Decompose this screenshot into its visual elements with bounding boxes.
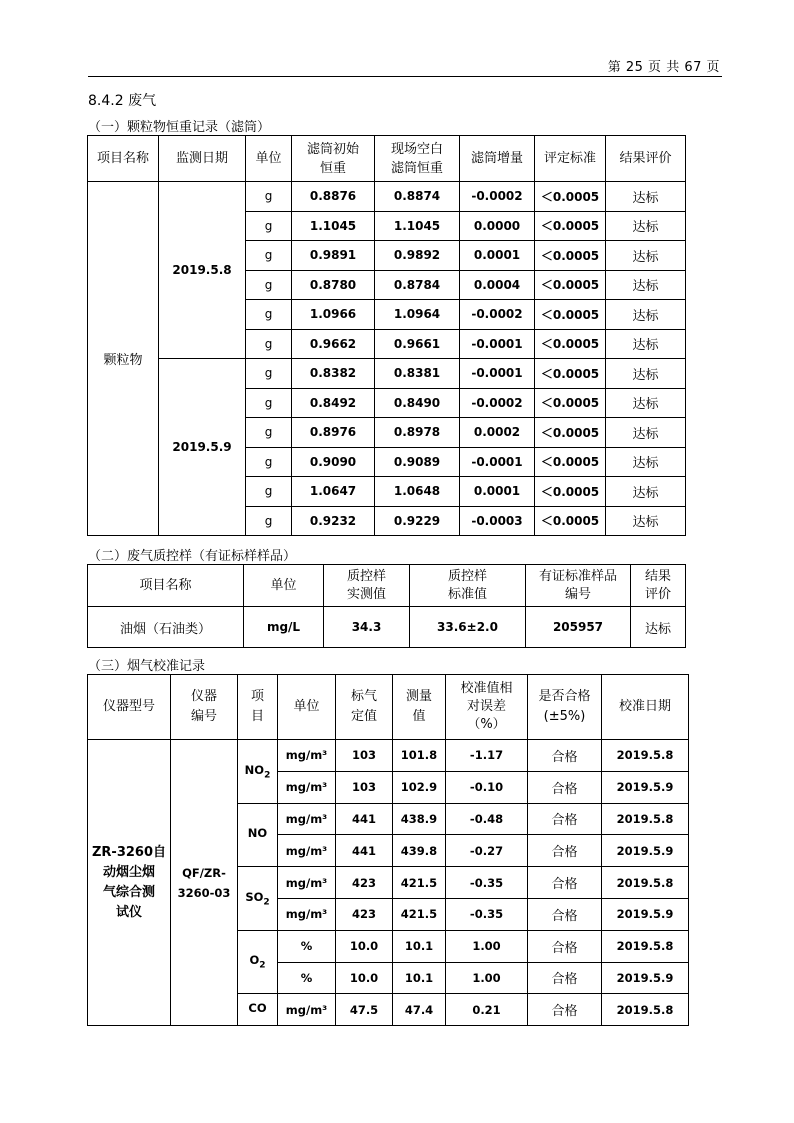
standard-cell: ＜0.0005 — [535, 418, 606, 448]
qualified-cell: 合格 — [528, 740, 602, 772]
sample-number-cell: 205957 — [526, 607, 631, 648]
standard-cell: ＜0.0005 — [535, 506, 606, 536]
gas-item-name: NO — [244, 762, 265, 777]
result-cell: 达标 — [606, 359, 686, 389]
blank-weight-cell: 0.8978 — [375, 418, 460, 448]
unit-cell: g — [246, 477, 292, 507]
std-gas-value-cell: 10.0 — [336, 962, 393, 994]
qualified-cell: 合格 — [528, 867, 602, 899]
qualified-cell: 合格 — [528, 835, 602, 867]
standard-value-cell: 33.6±2.0 — [410, 607, 526, 648]
increment-cell: 0.0002 — [460, 418, 535, 448]
calibration-date-cell: 2019.5.9 — [602, 962, 689, 994]
blank-weight-cell: 0.8874 — [375, 182, 460, 212]
page-header — [88, 56, 722, 77]
blank-weight-cell: 0.8784 — [375, 270, 460, 300]
header-cell: 质控样 实测值 — [324, 565, 410, 607]
project-name-cell: 油烟（石油类） — [88, 607, 244, 648]
blank-weight-cell: 1.0648 — [375, 477, 460, 507]
initial-weight-cell: 0.8976 — [292, 418, 375, 448]
measured-value-cell: 421.5 — [393, 898, 446, 930]
unit-cell: mg/L — [244, 607, 324, 648]
header-cell: 单位 — [278, 675, 336, 740]
result-cell: 达标 — [606, 182, 686, 212]
standard-cell: ＜0.0005 — [535, 359, 606, 389]
gas-item-name: NO — [247, 826, 268, 841]
unit-cell: g — [246, 418, 292, 448]
increment-cell: -0.0002 — [460, 300, 535, 330]
initial-weight-cell: 0.9891 — [292, 241, 375, 271]
header-cell: 有证标准样品 编号 — [526, 565, 631, 607]
unit-cell: g — [246, 300, 292, 330]
gas-item-name: CO — [248, 1001, 267, 1016]
blank-weight-cell: 0.9892 — [375, 241, 460, 271]
unit-cell: mg/m³ — [278, 867, 336, 899]
std-gas-value-cell: 423 — [336, 898, 393, 930]
date-cell: 2019.5.9 — [159, 359, 246, 536]
std-gas-value-cell: 423 — [336, 867, 393, 899]
header-cell: 结果 评价 — [631, 565, 686, 607]
subsection-title-3: （三）烟气校准记录 — [88, 659, 206, 674]
section-title: 8.4.2 废气 — [88, 93, 157, 109]
blank-weight-cell: 0.9661 — [375, 329, 460, 359]
std-gas-value-cell: 10.0 — [336, 930, 393, 962]
result-cell: 达标 — [606, 329, 686, 359]
table-row — [88, 607, 686, 648]
gas-item-name: SO — [245, 889, 264, 904]
increment-cell: -0.0001 — [460, 329, 535, 359]
initial-weight-cell: 0.9232 — [292, 506, 375, 536]
standard-cell: ＜0.0005 — [535, 447, 606, 477]
calibration-date-cell: 2019.5.9 — [602, 898, 689, 930]
gas-item-name: O — [249, 953, 260, 968]
measured-value-cell: 102.9 — [393, 771, 446, 803]
unit-cell: g — [246, 270, 292, 300]
result-cell: 达标 — [631, 607, 686, 648]
gas-item-cell — [238, 930, 278, 994]
unit-cell: g — [246, 447, 292, 477]
header-cell: 评定标准 — [535, 136, 606, 182]
standard-cell: ＜0.0005 — [535, 211, 606, 241]
blank-weight-cell: 0.9089 — [375, 447, 460, 477]
relative-error-cell: -0.27 — [446, 835, 528, 867]
initial-weight-cell: 0.9662 — [292, 329, 375, 359]
header-cell: 项 目 — [238, 675, 278, 740]
gas-item-subscript: 2 — [264, 769, 271, 780]
unit-cell: mg/m³ — [278, 771, 336, 803]
header-cell: 仪器 编号 — [171, 675, 238, 740]
header-cell: 监测日期 — [159, 136, 246, 182]
increment-cell: 0.0001 — [460, 477, 535, 507]
std-gas-value-cell: 103 — [336, 740, 393, 772]
calibration-date-cell: 2019.5.8 — [602, 867, 689, 899]
result-cell: 达标 — [606, 477, 686, 507]
initial-weight-cell: 1.0647 — [292, 477, 375, 507]
blank-weight-cell: 0.9229 — [375, 506, 460, 536]
increment-cell: 0.0000 — [460, 211, 535, 241]
header-cell: 校准日期 — [602, 675, 689, 740]
blank-weight-cell: 0.8490 — [375, 388, 460, 418]
increment-cell: -0.0003 — [460, 506, 535, 536]
standard-cell: ＜0.0005 — [535, 300, 606, 330]
initial-weight-cell: 0.8780 — [292, 270, 375, 300]
table-header-row — [88, 565, 686, 607]
std-gas-value-cell: 441 — [336, 803, 393, 835]
unit-cell: g — [246, 388, 292, 418]
header-cell: 现场空白 滤筒恒重 — [375, 136, 460, 182]
calibration-date-cell: 2019.5.9 — [602, 771, 689, 803]
result-cell: 达标 — [606, 447, 686, 477]
page-number: 第 25 页 共 67 页 — [607, 60, 720, 75]
initial-weight-cell: 1.1045 — [292, 211, 375, 241]
relative-error-cell: -0.48 — [446, 803, 528, 835]
std-gas-value-cell: 47.5 — [336, 994, 393, 1026]
qualified-cell: 合格 — [528, 994, 602, 1026]
blank-weight-cell: 1.0964 — [375, 300, 460, 330]
std-gas-value-cell: 103 — [336, 771, 393, 803]
unit-cell: g — [246, 329, 292, 359]
gas-calibration-table — [87, 674, 689, 1026]
header-cell: 项目名称 — [88, 565, 244, 607]
header-cell: 结果评价 — [606, 136, 686, 182]
header-cell: 是否合格 (±5%) — [528, 675, 602, 740]
header-cell: 标气 定值 — [336, 675, 393, 740]
unit-cell: % — [278, 962, 336, 994]
standard-cell: ＜0.0005 — [535, 270, 606, 300]
standard-cell: ＜0.0005 — [535, 182, 606, 212]
instrument-model-cell: ZR-3260自 动烟尘烟 气综合测 试仪 — [88, 740, 171, 1026]
relative-error-cell: -0.35 — [446, 867, 528, 899]
result-cell: 达标 — [606, 418, 686, 448]
unit-cell: g — [246, 182, 292, 212]
relative-error-cell: -1.17 — [446, 740, 528, 772]
qualified-cell: 合格 — [528, 930, 602, 962]
measured-value-cell: 47.4 — [393, 994, 446, 1026]
measured-value-cell: 10.1 — [393, 930, 446, 962]
gas-item-subscript: 2 — [259, 960, 266, 971]
increment-cell: -0.0001 — [460, 359, 535, 389]
gas-item-cell — [238, 740, 278, 804]
gas-item-cell — [238, 867, 278, 931]
unit-cell: mg/m³ — [278, 835, 336, 867]
relative-error-cell: -0.35 — [446, 898, 528, 930]
result-cell: 达标 — [606, 241, 686, 271]
table-header-row — [88, 675, 689, 740]
initial-weight-cell: 0.8492 — [292, 388, 375, 418]
subsection-title-1: （一）颗粒物恒重记录（滤筒） — [88, 120, 271, 135]
standard-cell: ＜0.0005 — [535, 388, 606, 418]
qualified-cell: 合格 — [528, 898, 602, 930]
date-cell: 2019.5.8 — [159, 182, 246, 359]
result-cell: 达标 — [606, 270, 686, 300]
header-cell: 校准值相 对误差 （%） — [446, 675, 528, 740]
calibration-date-cell: 2019.5.8 — [602, 803, 689, 835]
header-cell: 质控样 标准值 — [410, 565, 526, 607]
unit-cell: % — [278, 930, 336, 962]
result-cell: 达标 — [606, 300, 686, 330]
header-cell: 测量 值 — [393, 675, 446, 740]
calibration-date-cell: 2019.5.8 — [602, 994, 689, 1026]
gas-item-subscript: 2 — [263, 897, 270, 908]
calibration-date-cell: 2019.5.9 — [602, 835, 689, 867]
standard-cell: ＜0.0005 — [535, 477, 606, 507]
unit-cell: mg/m³ — [278, 994, 336, 1026]
unit-cell: mg/m³ — [278, 740, 336, 772]
increment-cell: 0.0001 — [460, 241, 535, 271]
result-cell: 达标 — [606, 506, 686, 536]
qc-sample-table — [87, 564, 686, 648]
increment-cell: -0.0001 — [460, 447, 535, 477]
result-cell: 达标 — [606, 388, 686, 418]
project-name-cell: 颗粒物 — [88, 182, 159, 536]
header-cell: 滤筒增量 — [460, 136, 535, 182]
calibration-date-cell: 2019.5.8 — [602, 930, 689, 962]
measured-value-cell: 421.5 — [393, 867, 446, 899]
subsection-title-2: （二）废气质控样（有证标样样品） — [88, 549, 297, 564]
qualified-cell: 合格 — [528, 771, 602, 803]
unit-cell: g — [246, 211, 292, 241]
table-row — [88, 182, 686, 212]
measured-value-cell: 101.8 — [393, 740, 446, 772]
header-cell: 单位 — [246, 136, 292, 182]
table-header-row — [88, 136, 686, 182]
initial-weight-cell: 1.0966 — [292, 300, 375, 330]
standard-cell: ＜0.0005 — [535, 329, 606, 359]
initial-weight-cell: 0.8382 — [292, 359, 375, 389]
initial-weight-cell: 0.9090 — [292, 447, 375, 477]
unit-cell: g — [246, 241, 292, 271]
measured-value-cell: 438.9 — [393, 803, 446, 835]
blank-weight-cell: 0.8381 — [375, 359, 460, 389]
header-cell: 仪器型号 — [88, 675, 171, 740]
header-cell: 滤筒初始 恒重 — [292, 136, 375, 182]
table-row — [88, 359, 686, 389]
relative-error-cell: -0.10 — [446, 771, 528, 803]
increment-cell: -0.0002 — [460, 182, 535, 212]
particulate-weight-table — [87, 135, 686, 536]
standard-cell: ＜0.0005 — [535, 241, 606, 271]
increment-cell: -0.0002 — [460, 388, 535, 418]
relative-error-cell: 1.00 — [446, 962, 528, 994]
increment-cell: 0.0004 — [460, 270, 535, 300]
instrument-number-cell: QF/ZR- 3260-03 — [171, 740, 238, 1026]
calibration-date-cell: 2019.5.8 — [602, 740, 689, 772]
blank-weight-cell: 1.1045 — [375, 211, 460, 241]
relative-error-cell: 0.21 — [446, 994, 528, 1026]
qualified-cell: 合格 — [528, 962, 602, 994]
table-row — [88, 740, 689, 772]
measured-value-cell: 439.8 — [393, 835, 446, 867]
std-gas-value-cell: 441 — [336, 835, 393, 867]
qualified-cell: 合格 — [528, 803, 602, 835]
unit-cell: mg/m³ — [278, 803, 336, 835]
unit-cell: g — [246, 359, 292, 389]
relative-error-cell: 1.00 — [446, 930, 528, 962]
measured-value-cell: 10.1 — [393, 962, 446, 994]
unit-cell: g — [246, 506, 292, 536]
unit-cell: mg/m³ — [278, 898, 336, 930]
gas-item-cell — [238, 803, 278, 867]
header-cell: 项目名称 — [88, 136, 159, 182]
result-cell: 达标 — [606, 211, 686, 241]
measured-value-cell: 34.3 — [324, 607, 410, 648]
header-cell: 单位 — [244, 565, 324, 607]
initial-weight-cell: 0.8876 — [292, 182, 375, 212]
gas-item-cell — [238, 994, 278, 1026]
